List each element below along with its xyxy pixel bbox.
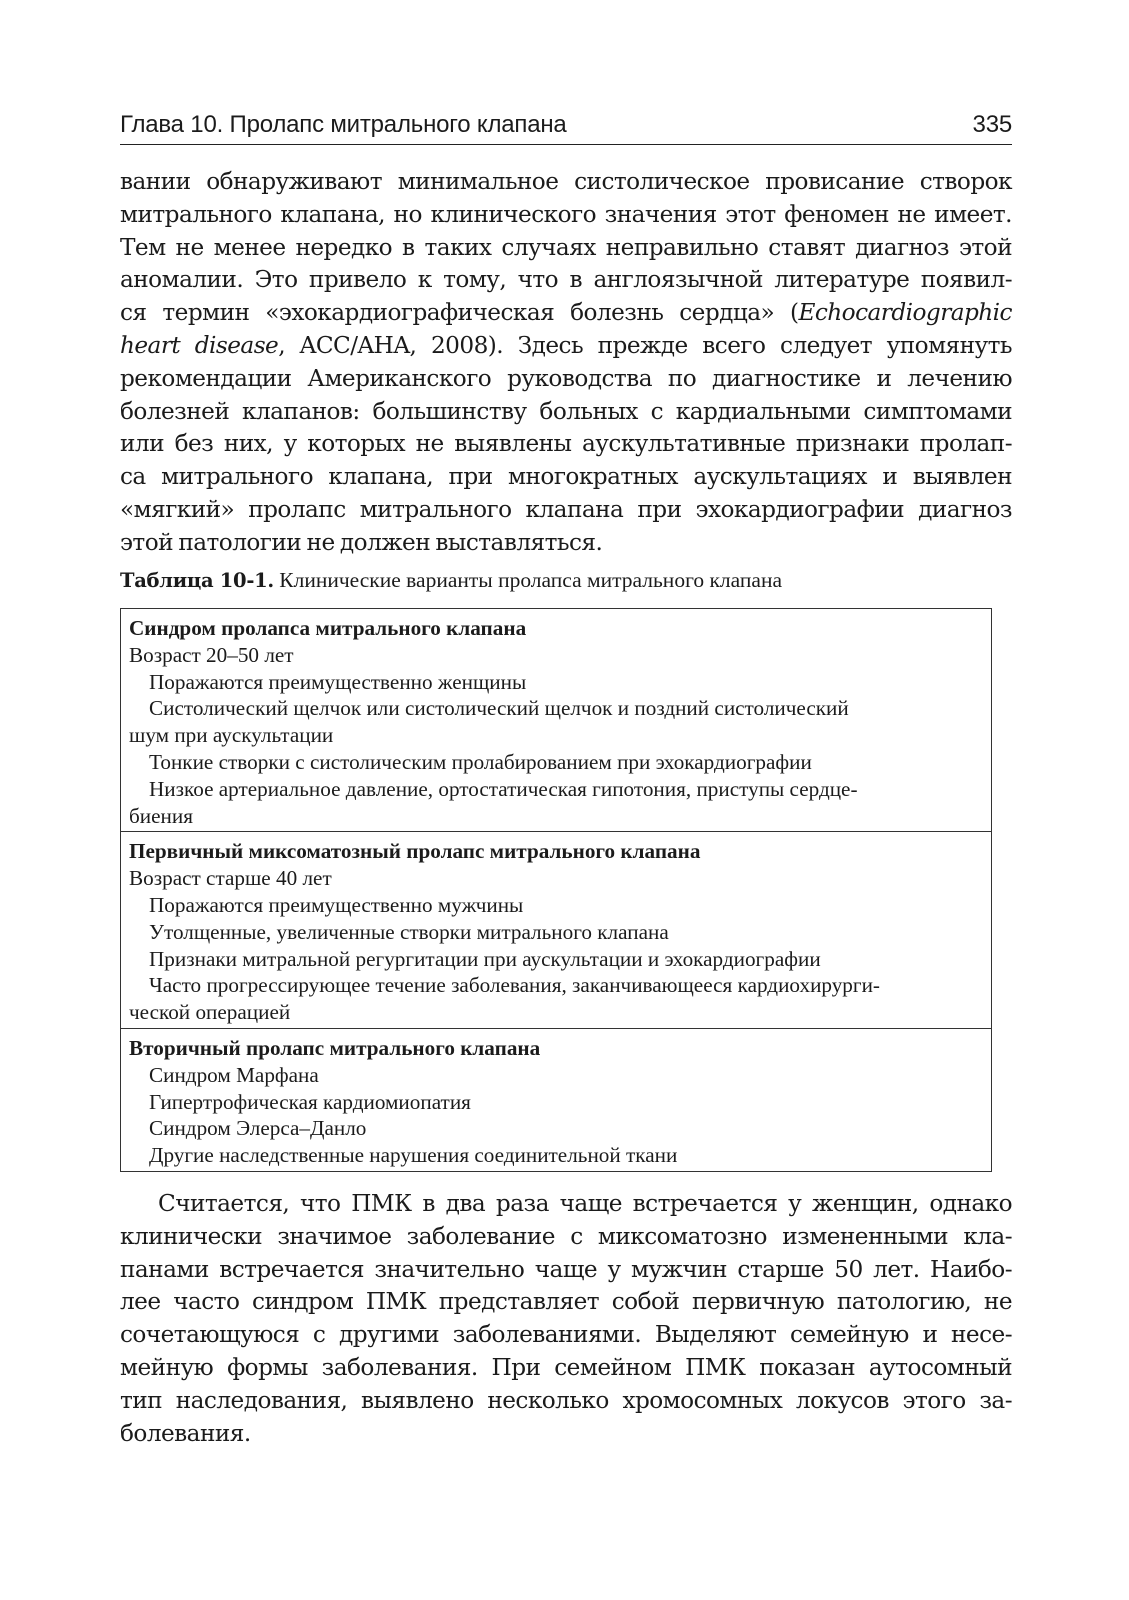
text-line xyxy=(120,330,1012,363)
paragraph-1 xyxy=(120,166,1012,560)
table-item: биения xyxy=(129,803,193,828)
clinical-variants-table xyxy=(120,608,992,1172)
paragraph-2 xyxy=(120,1188,1012,1450)
text-line: панами встречается значительно чаще у мужчин старше 50 лет. Наибо- xyxy=(120,1255,1012,1283)
page-number: 335 xyxy=(972,111,1012,138)
italic-term: Echocardiographic xyxy=(798,299,1012,327)
table-item: Часто прогрессирующее течение заболевания, заканчивающееся кардиохирурги- xyxy=(149,973,880,998)
text-line: са митрального клапана, при многократных аускультациях и выявлен xyxy=(120,463,1012,491)
text-line xyxy=(120,297,1012,330)
table-item: Утолщенные, увеличенные створки митрального клапана xyxy=(149,919,669,944)
table-item: шум при аускультации xyxy=(129,723,334,748)
table-caption xyxy=(120,568,1012,593)
table-item: Гипертрофическая кардиомиопатия xyxy=(149,1089,471,1114)
text-line: Тем не менее нередко в таких случаях неправильно ставят диагноз этой xyxy=(120,233,1012,261)
text-segment: , ACC/AHA, 2008). Здесь прежде всего следует упомянуть xyxy=(278,331,1012,359)
text-line: вании обнаруживают минимальное систолическое провисание створок xyxy=(120,168,1012,195)
italic-term: heart disease xyxy=(120,331,279,359)
text-line: рекомендации Американского руководства по диагностике и лечению xyxy=(120,364,1012,392)
table-item: Поражаются преимущественно мужчины xyxy=(149,892,524,917)
table-item: Другие наследственные нарушения соединительной ткани xyxy=(149,1143,678,1168)
text-line: митрального клапана, но клинического значения этот феномен не имеет. xyxy=(120,200,1012,228)
text-line: этой патологии не должен выставляться. xyxy=(120,528,603,556)
text-line: лее часто синдром ПМК представляет собой первичную патологию, не xyxy=(120,1288,1012,1316)
text-line: или без них, у которых не выявлены аускультативные признаки пролап- xyxy=(120,430,1012,458)
table-item: Низкое артериальное давление, ортостатическая гипотония, приступы сердце- xyxy=(149,776,858,801)
text-line: тип наследования, выявлено несколько хромосомных локусов этого за- xyxy=(120,1386,1012,1414)
table-title: Клинические варианты пролапса митрального клапана xyxy=(273,568,783,592)
table-item: Тонкие створки с систолическим пролабированием при эхокардиографии xyxy=(149,749,812,774)
table-section xyxy=(121,609,991,831)
chapter-title: Глава 10. Пролапс митрального клапана xyxy=(120,111,567,138)
age-row: Возраст старше 40 лет xyxy=(129,866,332,891)
text-line: аномалии. Это привело к тому, что в англоязычной литературе появил- xyxy=(120,266,1012,294)
table-item: ческой операцией xyxy=(129,1000,291,1025)
text-line: сочетающуюся с другими заболеваниями. Выделяют семейную и несе- xyxy=(120,1321,1012,1349)
table-item: Признаки митральной регургитации при аускультации и эхокардиографии xyxy=(149,946,821,971)
table-section xyxy=(121,831,991,1028)
running-header xyxy=(120,104,1012,145)
section-heading: Синдром пролапса митрального клапана xyxy=(129,616,527,640)
table-section xyxy=(121,1028,991,1171)
table-item: Синдром Элерса–Данло xyxy=(149,1116,367,1141)
text-line: клинически значимое заболевание с миксоматозно измененными кла- xyxy=(120,1222,1012,1250)
text-line: мейную формы заболевания. При семейном ПМК показан аутосомный xyxy=(120,1353,1012,1381)
table-item: Поражаются преимущественно женщины xyxy=(149,669,527,694)
table-label: Таблица 10-1. xyxy=(120,569,274,592)
text-line: Считается, что ПМК в два раза чаще встречается у женщин, однако xyxy=(158,1190,1012,1217)
table-item: Систолический щелчок или систолический щелчок и поздний систолический xyxy=(149,696,849,721)
section-heading: Вторичный пролапс митрального клапана xyxy=(129,1035,541,1060)
section-heading: Первичный миксоматозный пролапс митрального клапана xyxy=(129,839,701,864)
table-item: Синдром Марфана xyxy=(149,1062,319,1087)
text-line: болевания. xyxy=(120,1419,251,1447)
text-line: «мягкий» пролапс митрального клапана при эхокардиографии диагноз xyxy=(120,495,1012,523)
text-line: болезней клапанов: большинству больных с кардиальными симптомами xyxy=(120,397,1012,425)
age-row: Возраст 20–50 лет xyxy=(129,642,294,667)
text-segment: ся термин «эхокардиографическая болезнь сердца» ( xyxy=(120,299,799,327)
